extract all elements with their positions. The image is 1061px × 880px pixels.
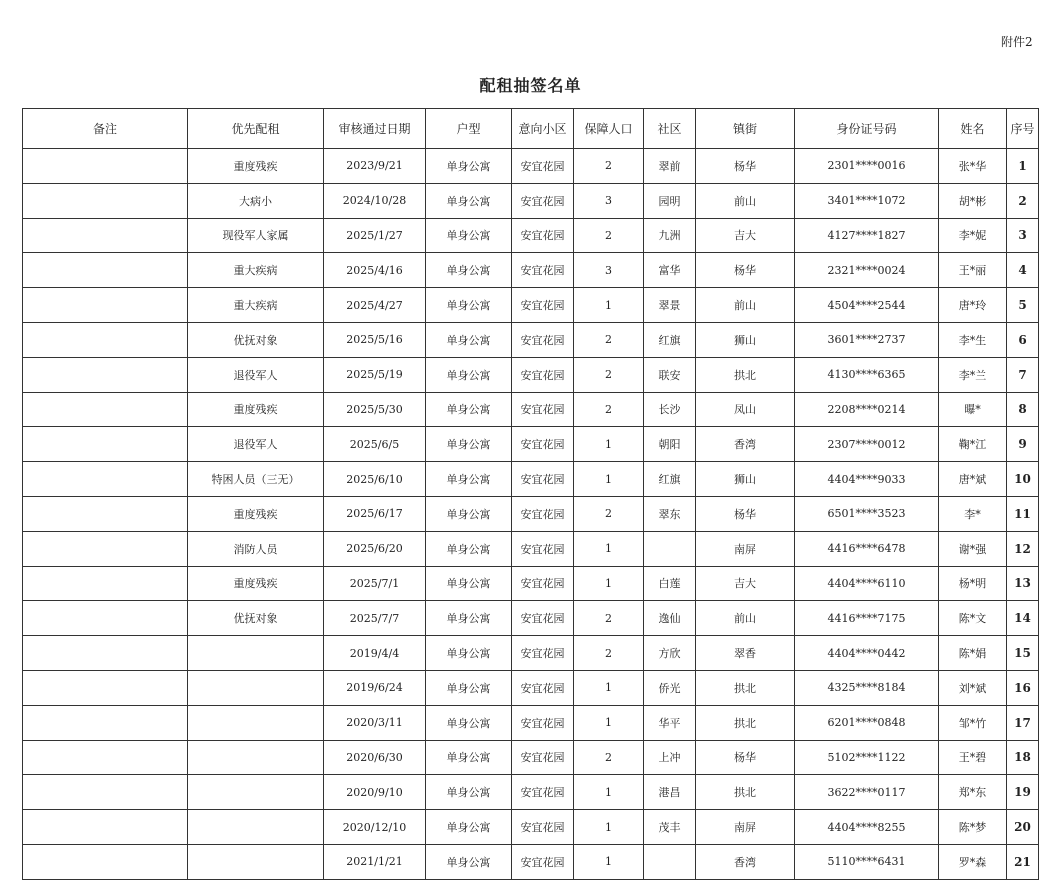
cell-priority: 退役军人 — [188, 427, 324, 462]
cell-household-size: 1 — [574, 531, 644, 566]
table-row — [23, 740, 1039, 775]
cell-household-size: 1 — [574, 288, 644, 323]
cell-id-number: 2208****0214 — [795, 392, 939, 427]
cell-name: 郑*东 — [939, 775, 1007, 810]
cell-household-size: 2 — [574, 322, 644, 357]
cell-unit-type: 单身公寓 — [426, 183, 512, 218]
cell-note — [23, 775, 188, 810]
cell-priority: 重大疾病 — [188, 288, 324, 323]
cell-household-size: 2 — [574, 218, 644, 253]
cell-community: 翠东 — [644, 496, 696, 531]
cell-seq: 8 — [1007, 392, 1039, 427]
cell-town: 前山 — [696, 288, 795, 323]
cell-priority: 退役军人 — [188, 357, 324, 392]
header-name: 姓名 — [939, 109, 1007, 149]
cell-seq: 7 — [1007, 357, 1039, 392]
cell-unit-type: 单身公寓 — [426, 218, 512, 253]
header-town: 镇街 — [696, 109, 795, 149]
table-row — [23, 462, 1039, 497]
cell-priority — [188, 844, 324, 879]
cell-priority — [188, 740, 324, 775]
cell-name: 陈*娟 — [939, 636, 1007, 671]
table-row — [23, 288, 1039, 323]
cell-name: 王*丽 — [939, 253, 1007, 288]
cell-household-size: 1 — [574, 775, 644, 810]
cell-community: 翠景 — [644, 288, 696, 323]
cell-id-number: 2301****0016 — [795, 149, 939, 184]
cell-date: 2024/10/28 — [324, 183, 426, 218]
table-row — [23, 601, 1039, 636]
cell-town: 杨华 — [696, 740, 795, 775]
cell-preferred-community: 安宜花园 — [512, 496, 574, 531]
cell-seq: 2 — [1007, 183, 1039, 218]
cell-seq: 19 — [1007, 775, 1039, 810]
cell-priority — [188, 636, 324, 671]
cell-household-size: 1 — [574, 844, 644, 879]
header-date: 审核通过日期 — [324, 109, 426, 149]
cell-id-number: 3622****0117 — [795, 775, 939, 810]
cell-preferred-community: 安宜花园 — [512, 775, 574, 810]
cell-household-size: 2 — [574, 149, 644, 184]
cell-town: 南屏 — [696, 531, 795, 566]
cell-note — [23, 322, 188, 357]
cell-date: 2025/7/7 — [324, 601, 426, 636]
cell-household-size: 2 — [574, 357, 644, 392]
cell-note — [23, 427, 188, 462]
cell-name: 曝* — [939, 392, 1007, 427]
cell-note — [23, 566, 188, 601]
table-row — [23, 149, 1039, 184]
cell-seq: 1 — [1007, 149, 1039, 184]
cell-seq: 6 — [1007, 322, 1039, 357]
cell-date: 2020/12/10 — [324, 810, 426, 845]
cell-priority: 重度残疾 — [188, 392, 324, 427]
cell-unit-type: 单身公寓 — [426, 253, 512, 288]
cell-community: 逸仙 — [644, 601, 696, 636]
cell-date: 2025/1/27 — [324, 218, 426, 253]
cell-community: 港昌 — [644, 775, 696, 810]
cell-note — [23, 218, 188, 253]
cell-seq: 10 — [1007, 462, 1039, 497]
cell-town: 香湾 — [696, 427, 795, 462]
cell-seq: 20 — [1007, 810, 1039, 845]
header-household-size: 保障人口 — [574, 109, 644, 149]
cell-town: 杨华 — [696, 496, 795, 531]
cell-name: 唐*斌 — [939, 462, 1007, 497]
cell-preferred-community: 安宜花园 — [512, 740, 574, 775]
cell-note — [23, 740, 188, 775]
cell-preferred-community: 安宜花园 — [512, 670, 574, 705]
cell-note — [23, 636, 188, 671]
cell-id-number: 3401****1072 — [795, 183, 939, 218]
cell-unit-type: 单身公寓 — [426, 427, 512, 462]
cell-id-number: 2307****0012 — [795, 427, 939, 462]
cell-town: 狮山 — [696, 462, 795, 497]
cell-household-size: 2 — [574, 740, 644, 775]
cell-household-size: 1 — [574, 670, 644, 705]
table-row — [23, 775, 1039, 810]
cell-priority: 重度残疾 — [188, 149, 324, 184]
table-row — [23, 253, 1039, 288]
cell-unit-type: 单身公寓 — [426, 496, 512, 531]
cell-town: 杨华 — [696, 253, 795, 288]
table-row — [23, 810, 1039, 845]
cell-name: 唐*玲 — [939, 288, 1007, 323]
cell-date: 2025/6/10 — [324, 462, 426, 497]
cell-preferred-community: 安宜花园 — [512, 218, 574, 253]
cell-town: 拱北 — [696, 670, 795, 705]
cell-preferred-community: 安宜花园 — [512, 601, 574, 636]
cell-household-size: 2 — [574, 392, 644, 427]
cell-preferred-community: 安宜花园 — [512, 810, 574, 845]
cell-note — [23, 844, 188, 879]
cell-household-size: 1 — [574, 462, 644, 497]
cell-seq: 3 — [1007, 218, 1039, 253]
cell-name: 王*碧 — [939, 740, 1007, 775]
cell-town: 凤山 — [696, 392, 795, 427]
cell-note — [23, 601, 188, 636]
cell-preferred-community: 安宜花园 — [512, 288, 574, 323]
cell-id-number: 3601****2737 — [795, 322, 939, 357]
cell-preferred-community: 安宜花园 — [512, 566, 574, 601]
cell-community: 侨光 — [644, 670, 696, 705]
cell-community: 红旗 — [644, 322, 696, 357]
cell-name: 李* — [939, 496, 1007, 531]
cell-priority — [188, 705, 324, 740]
table-row — [23, 636, 1039, 671]
cell-community: 富华 — [644, 253, 696, 288]
cell-community: 华平 — [644, 705, 696, 740]
cell-note — [23, 149, 188, 184]
cell-preferred-community: 安宜花园 — [512, 253, 574, 288]
cell-unit-type: 单身公寓 — [426, 844, 512, 879]
cell-date: 2025/6/17 — [324, 496, 426, 531]
cell-priority — [188, 810, 324, 845]
cell-date: 2025/4/16 — [324, 253, 426, 288]
cell-id-number: 6201****0848 — [795, 705, 939, 740]
cell-id-number: 2321****0024 — [795, 253, 939, 288]
cell-priority: 大病小 — [188, 183, 324, 218]
cell-community: 联安 — [644, 357, 696, 392]
cell-preferred-community: 安宜花园 — [512, 844, 574, 879]
cell-date: 2019/4/4 — [324, 636, 426, 671]
cell-note — [23, 670, 188, 705]
cell-household-size: 1 — [574, 705, 644, 740]
cell-community: 园明 — [644, 183, 696, 218]
cell-priority: 现役军人家属 — [188, 218, 324, 253]
cell-town: 前山 — [696, 183, 795, 218]
cell-preferred-community: 安宜花园 — [512, 392, 574, 427]
cell-town: 翠香 — [696, 636, 795, 671]
cell-date: 2025/5/16 — [324, 322, 426, 357]
header-seq: 序号 — [1007, 109, 1039, 149]
cell-preferred-community: 安宜花园 — [512, 183, 574, 218]
table-row — [23, 322, 1039, 357]
cell-name: 陈*文 — [939, 601, 1007, 636]
cell-unit-type: 单身公寓 — [426, 601, 512, 636]
cell-seq: 11 — [1007, 496, 1039, 531]
cell-priority — [188, 775, 324, 810]
cell-unit-type: 单身公寓 — [426, 566, 512, 601]
cell-date: 2020/3/11 — [324, 705, 426, 740]
header-unit-type: 户型 — [426, 109, 512, 149]
cell-town: 吉大 — [696, 566, 795, 601]
cell-seq: 15 — [1007, 636, 1039, 671]
table-row — [23, 183, 1039, 218]
cell-id-number: 4127****1827 — [795, 218, 939, 253]
cell-note — [23, 357, 188, 392]
cell-preferred-community: 安宜花园 — [512, 427, 574, 462]
cell-name: 张*华 — [939, 149, 1007, 184]
cell-id-number: 4404****6110 — [795, 566, 939, 601]
cell-community: 长沙 — [644, 392, 696, 427]
cell-town: 香湾 — [696, 844, 795, 879]
cell-community: 九洲 — [644, 218, 696, 253]
cell-unit-type: 单身公寓 — [426, 705, 512, 740]
cell-id-number: 5110****6431 — [795, 844, 939, 879]
header-id-number: 身份证号码 — [795, 109, 939, 149]
cell-date: 2025/6/20 — [324, 531, 426, 566]
header-priority: 优先配租 — [188, 109, 324, 149]
cell-note — [23, 462, 188, 497]
cell-seq: 13 — [1007, 566, 1039, 601]
cell-id-number: 4404****0442 — [795, 636, 939, 671]
cell-priority: 优抚对象 — [188, 322, 324, 357]
cell-seq: 12 — [1007, 531, 1039, 566]
cell-seq: 18 — [1007, 740, 1039, 775]
cell-date: 2020/9/10 — [324, 775, 426, 810]
cell-seq: 14 — [1007, 601, 1039, 636]
cell-seq: 16 — [1007, 670, 1039, 705]
cell-note — [23, 705, 188, 740]
cell-household-size: 2 — [574, 636, 644, 671]
cell-priority: 重度残疾 — [188, 496, 324, 531]
cell-community — [644, 531, 696, 566]
cell-id-number: 5102****1122 — [795, 740, 939, 775]
cell-community: 白莲 — [644, 566, 696, 601]
attachment-label: 附件2 — [1001, 35, 1033, 49]
cell-household-size: 1 — [574, 810, 644, 845]
cell-id-number: 4404****8255 — [795, 810, 939, 845]
header-note: 备注 — [23, 109, 188, 149]
cell-town: 南屏 — [696, 810, 795, 845]
cell-unit-type: 单身公寓 — [426, 462, 512, 497]
table-row — [23, 427, 1039, 462]
cell-date: 2020/6/30 — [324, 740, 426, 775]
cell-id-number: 4416****7175 — [795, 601, 939, 636]
cell-community: 红旗 — [644, 462, 696, 497]
cell-name: 胡*彬 — [939, 183, 1007, 218]
table-row — [23, 705, 1039, 740]
cell-preferred-community: 安宜花园 — [512, 357, 574, 392]
cell-seq: 21 — [1007, 844, 1039, 879]
cell-priority: 特困人员（三无） — [188, 462, 324, 497]
cell-unit-type: 单身公寓 — [426, 357, 512, 392]
cell-name: 谢*强 — [939, 531, 1007, 566]
cell-town: 吉大 — [696, 218, 795, 253]
cell-town: 拱北 — [696, 357, 795, 392]
cell-unit-type: 单身公寓 — [426, 392, 512, 427]
table-row — [23, 670, 1039, 705]
cell-name: 罗*森 — [939, 844, 1007, 879]
cell-town: 拱北 — [696, 775, 795, 810]
cell-household-size: 1 — [574, 427, 644, 462]
cell-household-size: 3 — [574, 183, 644, 218]
cell-community: 翠前 — [644, 149, 696, 184]
cell-id-number: 4325****8184 — [795, 670, 939, 705]
cell-preferred-community: 安宜花园 — [512, 462, 574, 497]
cell-date: 2023/9/21 — [324, 149, 426, 184]
table-row — [23, 392, 1039, 427]
table-row — [23, 496, 1039, 531]
cell-priority: 优抚对象 — [188, 601, 324, 636]
cell-date: 2025/4/27 — [324, 288, 426, 323]
cell-date: 2021/1/21 — [324, 844, 426, 879]
cell-unit-type: 单身公寓 — [426, 149, 512, 184]
document-title: 配租抽签名单 — [479, 76, 582, 95]
cell-name: 陈*梦 — [939, 810, 1007, 845]
cell-unit-type: 单身公寓 — [426, 775, 512, 810]
cell-date: 2025/7/1 — [324, 566, 426, 601]
cell-unit-type: 单身公寓 — [426, 288, 512, 323]
cell-preferred-community: 安宜花园 — [512, 531, 574, 566]
cell-unit-type: 单身公寓 — [426, 670, 512, 705]
cell-name: 刘*斌 — [939, 670, 1007, 705]
cell-note — [23, 531, 188, 566]
cell-preferred-community: 安宜花园 — [512, 636, 574, 671]
cell-community — [644, 844, 696, 879]
cell-id-number: 4504****2544 — [795, 288, 939, 323]
cell-household-size: 2 — [574, 601, 644, 636]
cell-date: 2025/5/30 — [324, 392, 426, 427]
cell-unit-type: 单身公寓 — [426, 531, 512, 566]
cell-name: 李*兰 — [939, 357, 1007, 392]
table-row — [23, 566, 1039, 601]
cell-priority: 重度残疾 — [188, 566, 324, 601]
cell-note — [23, 183, 188, 218]
lottery-list-table — [22, 108, 1039, 880]
cell-priority: 重大疾病 — [188, 253, 324, 288]
cell-date: 2019/6/24 — [324, 670, 426, 705]
cell-town: 狮山 — [696, 322, 795, 357]
cell-priority — [188, 670, 324, 705]
header-preferred-community: 意向小区 — [512, 109, 574, 149]
cell-note — [23, 392, 188, 427]
table-row — [23, 844, 1039, 879]
table-header-row — [23, 109, 1039, 149]
cell-note — [23, 810, 188, 845]
cell-seq: 9 — [1007, 427, 1039, 462]
cell-priority: 消防人员 — [188, 531, 324, 566]
table-row — [23, 357, 1039, 392]
cell-preferred-community: 安宜花园 — [512, 705, 574, 740]
cell-town: 前山 — [696, 601, 795, 636]
cell-unit-type: 单身公寓 — [426, 740, 512, 775]
cell-name: 李*妮 — [939, 218, 1007, 253]
cell-note — [23, 253, 188, 288]
cell-household-size: 1 — [574, 566, 644, 601]
cell-name: 邹*竹 — [939, 705, 1007, 740]
cell-date: 2025/6/5 — [324, 427, 426, 462]
cell-id-number: 4404****9033 — [795, 462, 939, 497]
cell-note — [23, 288, 188, 323]
cell-unit-type: 单身公寓 — [426, 636, 512, 671]
cell-community: 方欣 — [644, 636, 696, 671]
header-community: 社区 — [644, 109, 696, 149]
cell-seq: 4 — [1007, 253, 1039, 288]
cell-town: 拱北 — [696, 705, 795, 740]
cell-id-number: 6501****3523 — [795, 496, 939, 531]
cell-name: 鞠*江 — [939, 427, 1007, 462]
cell-household-size: 3 — [574, 253, 644, 288]
cell-preferred-community: 安宜花园 — [512, 149, 574, 184]
cell-town: 杨华 — [696, 149, 795, 184]
cell-preferred-community: 安宜花园 — [512, 322, 574, 357]
cell-note — [23, 496, 188, 531]
cell-seq: 5 — [1007, 288, 1039, 323]
cell-unit-type: 单身公寓 — [426, 810, 512, 845]
cell-unit-type: 单身公寓 — [426, 322, 512, 357]
cell-id-number: 4416****6478 — [795, 531, 939, 566]
cell-community: 茂丰 — [644, 810, 696, 845]
cell-household-size: 2 — [574, 496, 644, 531]
cell-date: 2025/5/19 — [324, 357, 426, 392]
cell-id-number: 4130****6365 — [795, 357, 939, 392]
table-row — [23, 218, 1039, 253]
cell-name: 杨*明 — [939, 566, 1007, 601]
cell-name: 李*生 — [939, 322, 1007, 357]
table-row — [23, 531, 1039, 566]
cell-community: 上冲 — [644, 740, 696, 775]
cell-community: 朝阳 — [644, 427, 696, 462]
cell-seq: 17 — [1007, 705, 1039, 740]
